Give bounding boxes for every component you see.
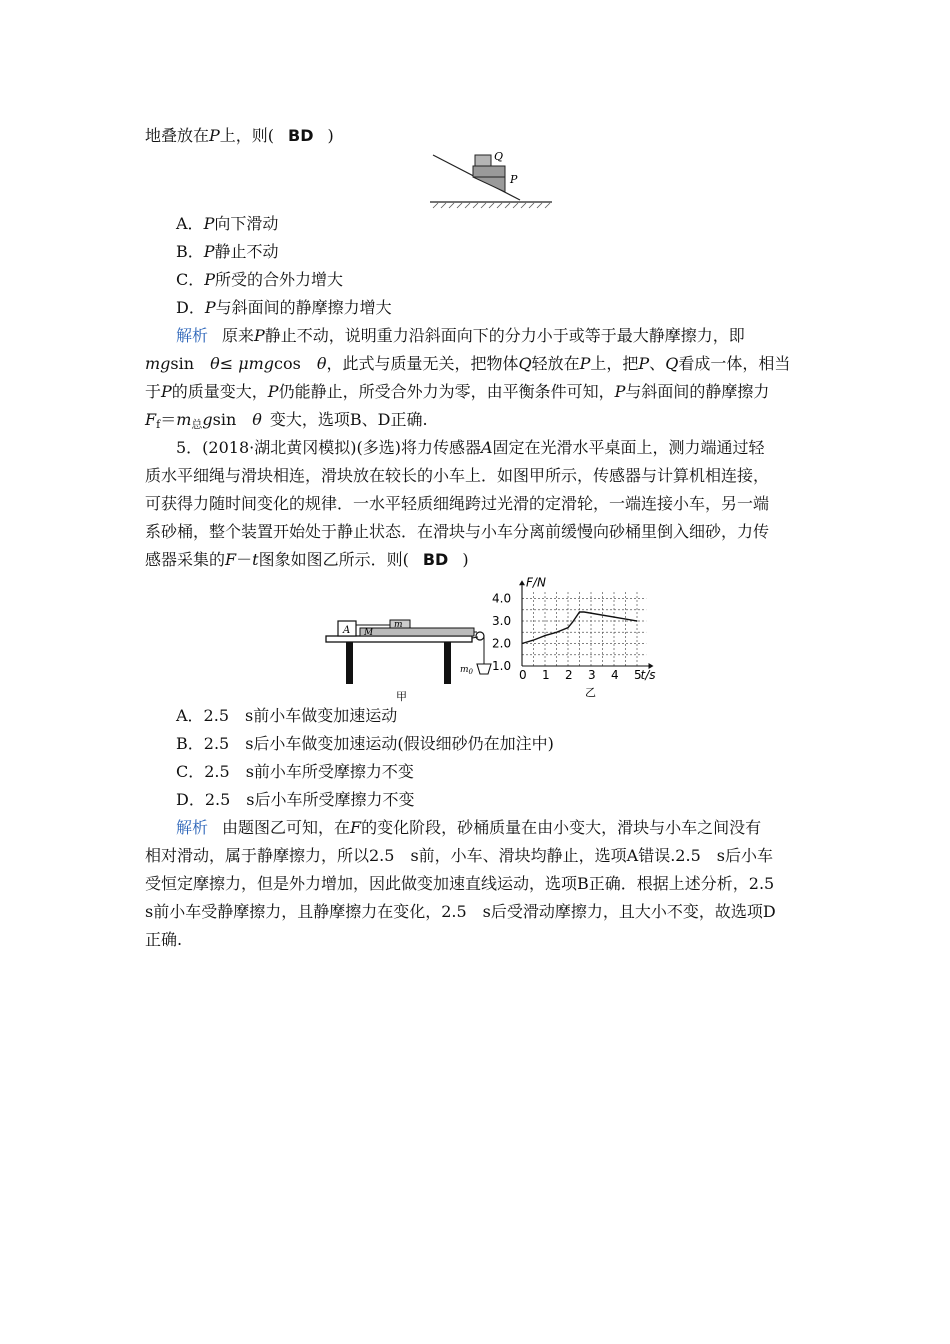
q5-stem-line5: 感器采集的F－t图象如图乙所示．则( BD ) xyxy=(145,550,469,569)
q4-stem: 地叠放在P上，则( BD ) xyxy=(145,126,334,145)
label-A: A xyxy=(343,625,351,636)
y-tick-label: 2.0 xyxy=(492,636,512,651)
q5-analysis-line1: 解析 由题图乙可知，在F的变化阶段，砂桶质量在由小变大，滑块与小车之间没有 xyxy=(176,818,762,837)
q4-analysis-line1: 解析 原来P静止不动，说明重力沿斜面向下的分力小于或等于最大静摩擦力，即 xyxy=(176,326,745,345)
q4-answer: BD xyxy=(288,126,314,145)
x-tick-label: 2 xyxy=(565,668,573,682)
apparatus-figure-jia xyxy=(322,608,494,706)
caption-jia: 甲 xyxy=(396,690,407,703)
q5-stem-line2: 质水平细绳与滑块相连，滑块放在较长的小车上．如图甲所示，传感器与计算机相连接， xyxy=(145,466,770,485)
q4-analysis-line3: 于P的质量变大，P仍能静止，所受合外力为零，由平衡条件可知，P与斜面间的静摩擦力 xyxy=(145,382,770,401)
x-tick-label: 4 xyxy=(611,668,619,682)
y-axis-arrow xyxy=(519,580,525,585)
label-P: P xyxy=(510,173,518,186)
q5-analysis-line5: 正确. xyxy=(145,930,183,949)
analysis-label: 解析 xyxy=(176,326,209,345)
y-tick-label: 4.0 xyxy=(492,591,512,606)
label-M: M xyxy=(364,628,374,638)
label-m: m xyxy=(394,620,403,630)
q5-analysis-line2: 相对滑动，属于静摩擦力，所以2.5 s前，小车、滑块均静止，选项A错误.2.5 s后小车 xyxy=(145,846,773,865)
q5-option-d: D．2.5 s后小车所受摩擦力不变 xyxy=(176,790,415,809)
ft-chart xyxy=(488,574,670,698)
q5-option-c: C．2.5 s前小车所受摩擦力不变 xyxy=(176,762,414,781)
y-axis-label: F/N xyxy=(526,575,546,590)
q5-stem-line1: 5．(2018·湖北黄冈模拟)(多选)将力传感器A固定在光滑水平桌面上，测力端通过轻 xyxy=(176,438,765,457)
caption-yi: 乙 xyxy=(585,686,596,698)
x-tick-label: 0 xyxy=(519,668,527,682)
analysis-label: 解析 xyxy=(176,818,209,837)
x-axis-label: t/s xyxy=(640,668,656,682)
q4-option-a: A．P向下滑动 xyxy=(176,214,279,233)
q5-analysis-line4: s前小车受静摩擦力，且静摩擦力在变化，2.5 s后受滑动摩擦力，且大小不变，故选项D xyxy=(145,902,776,921)
q5-option-b: B．2.5 s后小车做变加速运动(假设细砂仍在加注中) xyxy=(176,734,554,753)
chart-grid xyxy=(522,592,646,666)
q4-option-d: D．P与斜面间的静摩擦力增大 xyxy=(176,298,392,317)
x-tick-label: 3 xyxy=(588,668,596,682)
y-tick-label: 1.0 xyxy=(492,659,512,673)
chart-axes xyxy=(519,580,654,669)
incline-figure xyxy=(425,150,555,212)
q4-analysis-line4: $F_f=m_总gsin$ θ 变大，选项B、D正确. xyxy=(145,410,428,431)
q4-analysis-line2: mgsin θ≤ μmgcos θ，此式与质量无关，把物体Q轻放在P上，把P、Q看成一体，相当 xyxy=(145,354,791,373)
y-tick-label: 3.0 xyxy=(492,614,512,628)
x-tick-label: 1 xyxy=(542,668,550,682)
q4-option-b: B．P静止不动 xyxy=(176,242,279,261)
q5-stem-line4: 系砂桶，整个装置开始处于静止状态．在滑块与小车分离前缓慢向砂桶里倒入细砂，力传 xyxy=(145,522,770,541)
q5-answer: BD xyxy=(422,550,449,569)
x-tick-label: 5 xyxy=(634,668,642,682)
q4-option-c: C．P所受的合外力增大 xyxy=(176,270,344,289)
label-Q: Q xyxy=(494,150,504,163)
label-m0: $m_0$ xyxy=(460,665,474,676)
q5-stem-line3: 可获得力随时间变化的规律．一水平轻质细绳跨过光滑的定滑轮，一端连接小车，另一端 xyxy=(145,494,770,513)
q5-analysis-line3: 受恒定摩擦力，但是外力增加，因此做变加速直线运动，选项B正确．根据上述分析，2.5 xyxy=(145,874,775,893)
q5-option-a: A．2.5 s前小车做变加速运动 xyxy=(176,706,398,725)
